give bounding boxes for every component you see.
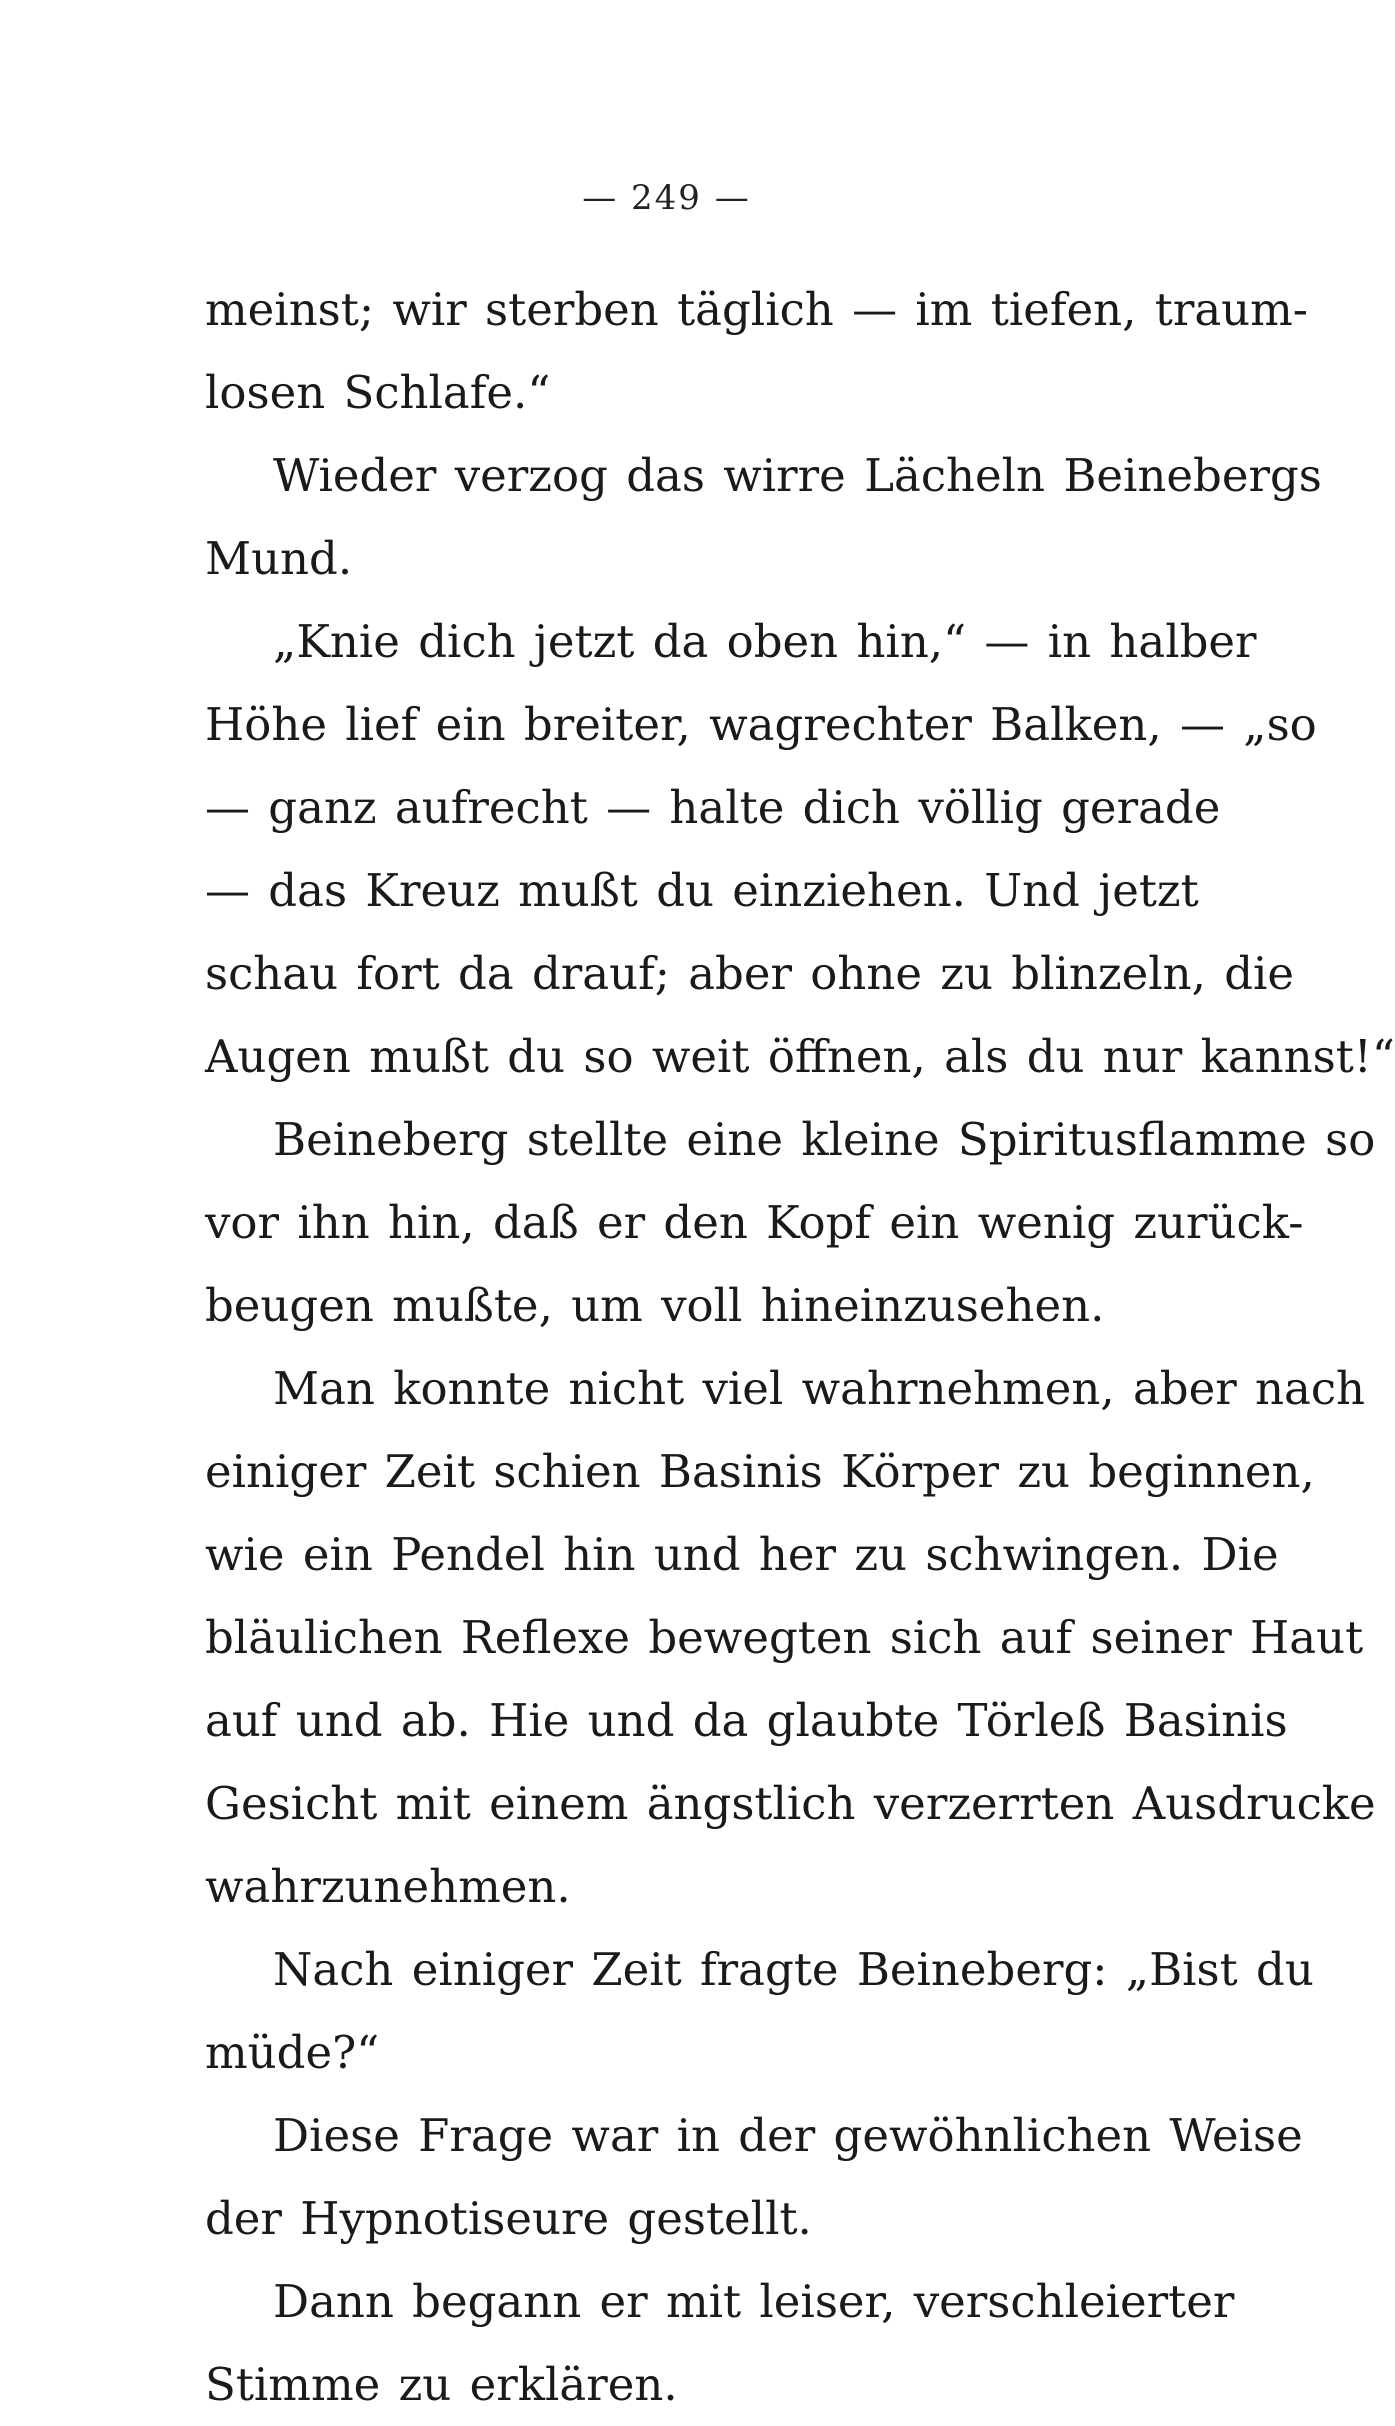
text-line: Stimme zu erklären. — [205, 2358, 678, 2411]
text-line: Gesicht mit einem ängstlich verzerrten Ausdrucke — [205, 1777, 1376, 1830]
text-line: wie ein Pendel hin und her zu schwingen. Die — [205, 1528, 1279, 1581]
text-line: vor ihn hin, daß er den Kopf ein wenig zurück- — [205, 1196, 1304, 1249]
text-line: — ganz aufrecht — halte dich völlig gerade — [205, 781, 1221, 834]
body-text — [205, 268, 1395, 2426]
text-line: bläulichen Reflexe bewegten sich auf seiner Haut — [205, 1611, 1364, 1664]
text-line: wahrzunehmen. — [205, 1860, 571, 1913]
text-line: Augen mußt du so weit öffnen, als du nur kannst!“ — [205, 1030, 1395, 1083]
text-line: Man konnte nicht viel wahrnehmen, aber nach — [273, 1362, 1366, 1415]
text-line: beugen mußte, um voll hineinzusehen. — [205, 1279, 1105, 1332]
text-line: einiger Zeit schien Basinis Körper zu beginnen, — [205, 1445, 1315, 1498]
text-line: meinst; wir sterben täglich — im tiefen, traum- — [205, 283, 1309, 336]
text-line: Wieder verzog das wirre Lächeln Beinebergs — [273, 449, 1322, 502]
text-line: Mund. — [205, 532, 353, 585]
text-line: schau fort da drauf; aber ohne zu blinzeln, die — [205, 947, 1295, 1000]
text-line: der Hypnotiseure gestellt. — [205, 2192, 812, 2245]
text-line: Dann begann er mit leiser, verschleierter — [273, 2275, 1235, 2328]
page-number: — 249 — — [582, 178, 751, 218]
text-line: Höhe lief ein breiter, wagrechter Balken, — „so — [205, 698, 1317, 751]
text-line: losen Schlafe.“ — [205, 366, 551, 419]
text-line: auf und ab. Hie und da glaubte Törleß Basinis — [205, 1694, 1288, 1747]
text-line: Nach einiger Zeit fragte Beineberg: „Bist du — [273, 1943, 1314, 1996]
text-line: Beineberg stellte eine kleine Spiritusflamme so — [273, 1113, 1376, 1166]
text-line: müde?“ — [205, 2026, 380, 2079]
text-line: Diese Frage war in der gewöhnlichen Weise — [273, 2109, 1303, 2162]
text-line: — das Kreuz mußt du einziehen. Und jetzt — [205, 864, 1199, 917]
text-line: „Knie dich jetzt da oben hin,“ — in halber — [273, 615, 1257, 668]
